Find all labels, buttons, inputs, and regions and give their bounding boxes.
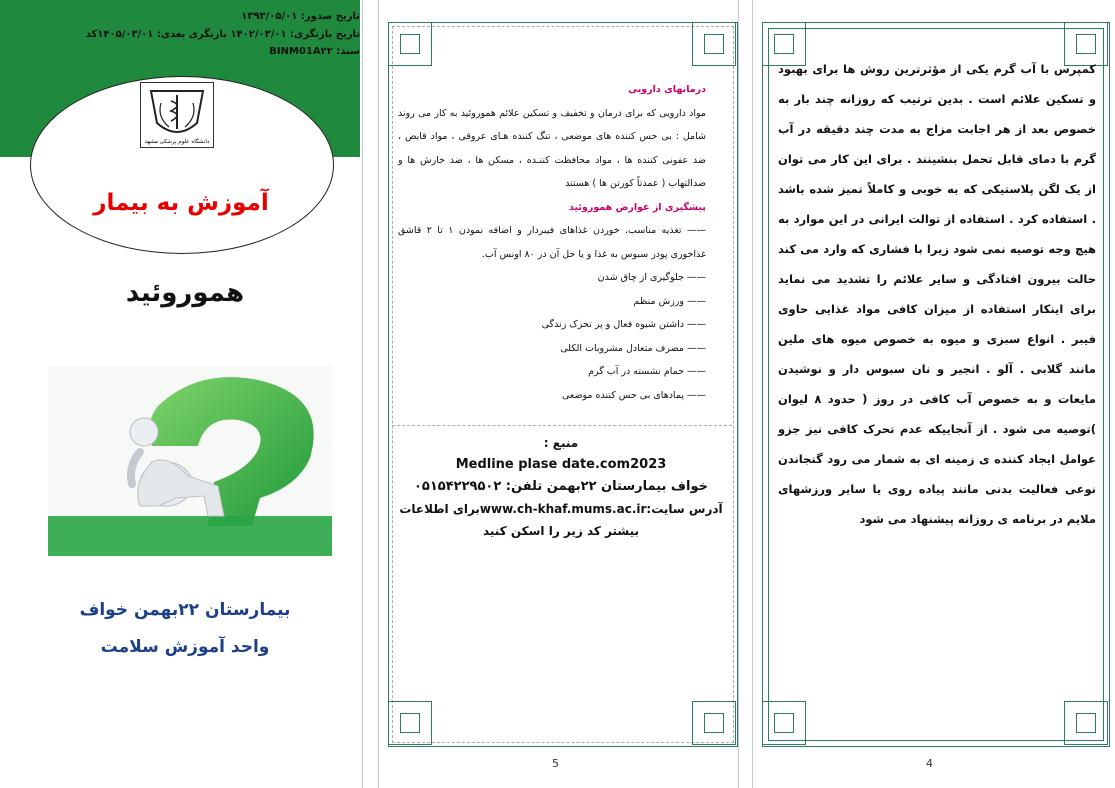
university-logo	[140, 82, 214, 148]
prevention-item: —— مصرف متعادل مشروبات الکلی	[398, 337, 706, 361]
prevention-item: —— حمام نشسته در آب گرم	[398, 360, 706, 384]
frame-corner-ornament	[692, 701, 736, 745]
page4-paragraph: کمپرس با آب گرم یکی از مؤثرترین روش ها برای بهبود و تسکین علائم است . بدین ترتیب که روزانه چند بار به خصوص بعد از هر اجابت مزاج به مدت چند دقیقه در آب گرم با دمای قابل تحمل بنشینند . برای این کار می توان از یک لگن پلاستیکی که به خوبی و کاملاً تمیز شده باشد . استفاده کرد . استفاده از توالت ایرانی در این موارد به هیچ وجه توصیه نمی شود زیرا با فشاری که وارد می کند حالت بیرون افتادگی و سایر علائم را تشدید می نماید برای اینکار استفاده از میزان کافی مواد غذایی حاوی فیبر . انواع سبزی و میوه به خصوص میوه های ملین مانند گلابی . آلو . انجیر و نان سبوس دار و نوشیدن مایعات و به خصوص آب کافی در روز ( حدود ۸ لیوان )توصیه می شود . از آنجاییکه عدم تحرک کافی نیز جزو عوامل ایجاد کننده ی زمینه ای به شمار می رود گنجاندن نوعی فعالیت بدنی مانند پیاده روی یا سایر ورزشهای ملایم در برنامه ی روزانه پیشنهاد می شود	[778, 62, 1096, 526]
frame-corner-ornament	[388, 701, 432, 745]
column-guide-4	[752, 0, 753, 788]
source-label: منبع :	[543, 436, 579, 450]
frame-corner-ornament	[388, 22, 432, 66]
frame-corner-ornament	[692, 22, 736, 66]
topic-title: هموروئید	[125, 278, 245, 308]
scan-instruction: بیشتر کد زیر را اسکن کنید	[482, 524, 640, 538]
frame-corner-ornament	[1064, 701, 1108, 745]
page5-content	[398, 78, 706, 407]
drugs-paragraph: مواد دارویی که برای درمان و تخفیف و تسکین علائم هموروئید به کار می روند شامل : بی حس کننده های موضعی ، تنگ کننده هـای عروقی ، مواد قابض ، ضد عفونی کننده ها ، مواد محافظت کننـده ، مسکن ها ، ضد خارش ها و ضدالتهاب ( عمدتاً کورتن ها ) هستند	[398, 107, 706, 189]
hospital-phone: خواف بیمارستان ۲۲بهمن تلفن: ۰۵۱۵۴۲۲۹۵۰۲	[414, 479, 708, 494]
column-guide-3	[738, 0, 739, 788]
column-guide-1	[362, 0, 363, 788]
issue-date: تاریخ صدور: ۱۳۹۳/۰۵/۰۱	[241, 11, 360, 22]
column-guide-2	[378, 0, 379, 788]
prevention-item: —— جلوگیری از چاق شدن	[398, 266, 706, 290]
frame-corner-ornament	[762, 701, 806, 745]
question-mark-illustration	[48, 366, 332, 556]
patient-education-title: آموزش به بیمار	[93, 190, 269, 216]
document-code: سند: BINM01A۲۲	[269, 46, 360, 57]
logo-caption: دانشگاه علوم پزشکی مشهد	[144, 139, 210, 145]
health-education-unit: واحد آموزش سلامت	[100, 637, 270, 657]
medical-emblem-icon	[141, 83, 213, 147]
revision-date: تاریخ بازنگری: ۱۴۰۲/۰۳/۰۱ بازنگری بعدی: ۱۴۰۵/۰۳/۰۱کد	[85, 29, 360, 40]
prevention-item: —— ورزش منظم	[398, 290, 706, 314]
page5-divider	[392, 425, 732, 426]
page-number-5: 5	[552, 757, 559, 770]
hospital-name: بیمارستان ۲۲بهمن خواف	[79, 600, 291, 620]
source-reference: Medline plase date.com2023	[455, 457, 667, 472]
prevention-item: —— داشتن شیوه فعال و پر تحرک زندگی	[398, 313, 706, 337]
prevention-item: —— پمادهای بی حس کننده موضعی	[398, 384, 706, 408]
website-line[interactable]: آدرس سایت:www.ch-khaf.mums.ac.irبرای اطلاعات	[399, 502, 723, 516]
drugs-heading: درمانهای دارویی	[628, 84, 706, 95]
prevention-heading: پیشگیری از عوارض هموروئید	[569, 201, 706, 213]
prevention-item: —— تغذیه مناسب. خوردن غذاهای فیبردار و اضافه نمودن ۱ تا ۲ قاشق غذاخوری پودر سبوس به غذا و یا حل آن در ۸۰ اونس آب.	[398, 219, 706, 266]
thinking-figure-icon	[48, 366, 332, 556]
source-block	[396, 432, 726, 542]
page-number-4: 4	[926, 757, 933, 770]
